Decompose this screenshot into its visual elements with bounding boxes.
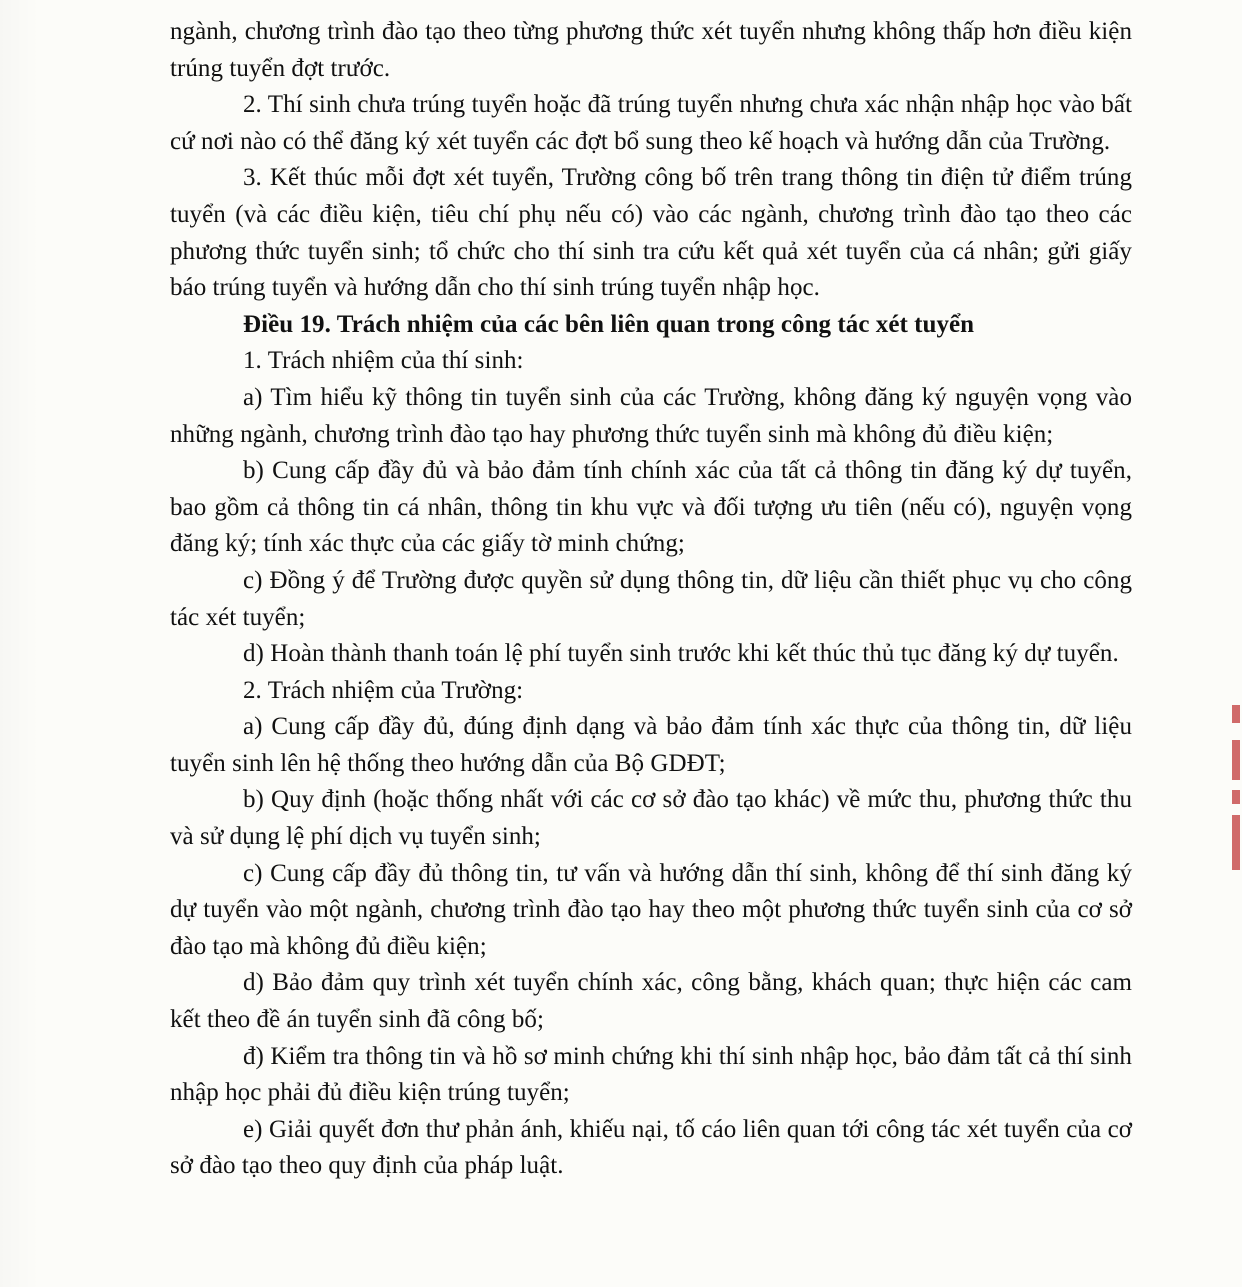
paragraph-continuation: ngành, chương trình đào tạo theo từng phương thức xét tuyển nhưng không thấp hơn điều kiện trúng tuyển đợt trước. (170, 18, 1132, 82)
candidate-item-c: c) Đồng ý để Trường được quyền sử dụng thông tin, dữ liệu cần thiết phục vụ cho công tác xét tuyển; (170, 566, 1132, 631)
school-item-dd: đ) Kiểm tra thông tin và hồ sơ minh chứng khi thí sinh nhập học, bảo đảm tất cả thí sinh nhập học phải đủ điều kiện trúng tuyển; (170, 1042, 1132, 1107)
scan-shadow (0, 0, 40, 1287)
document-body (170, 14, 1132, 1185)
candidate-item-b: b) Cung cấp đầy đủ và bảo đảm tính chính xác của tất cả thông tin đăng ký dự tuyển, bao gồm cả thông tin cá nhân, thông tin khu vực và đối tượng ưu tiên (nếu có), nguyện vọng đăng ký; tính xác thực của các giấy tờ minh chứng; (170, 457, 1132, 558)
school-item-a: a) Cung cấp đầy đủ, đúng định dạng và bảo đảm tính xác thực của thông tin, dữ liệu tuyển sinh lên hệ thống theo hướng dẫn của Bộ GDĐT; (170, 713, 1132, 777)
section-candidate-heading: 1. Trách nhiệm của thí sinh: (243, 347, 524, 375)
article-heading: Điều 19. Trách nhiệm của các bên liên quan trong công tác xét tuyển (243, 310, 975, 338)
school-item-b: b) Quy định (hoặc thống nhất với các cơ sở đào tạo khác) về mức thu, phương thức thu và sử dụng lệ phí dịch vụ tuyển sinh; (170, 786, 1132, 851)
school-item-d: d) Bảo đảm quy trình xét tuyển chính xác, công bằng, khách quan; thực hiện các cam kết theo đề án tuyển sinh đã công bố; (170, 969, 1132, 1034)
red-stamp-edge-2 (1232, 740, 1240, 780)
school-item-c: c) Cung cấp đầy đủ thông tin, tư vấn và hướng dẫn thí sinh, không để thí sinh đăng ký dự tuyển vào một ngành, chương trình đào tạo hay theo một phương thức tuyển sinh của cơ sở đào tạo mà không đủ điều kiện; (170, 859, 1132, 960)
paragraph-item-2: 2. Thí sinh chưa trúng tuyển hoặc đã trúng tuyển nhưng chưa xác nhận nhập học vào bất cứ nơi nào có thể đăng ký xét tuyển các đợt bổ sung theo kế hoạch và hướng dẫn của Trường. (170, 91, 1132, 155)
candidate-item-a: a) Tìm hiểu kỹ thông tin tuyển sinh của các Trường, không đăng ký nguyện vọng vào những ngành, chương trình đào tạo hay phương thức tuyển sinh mà không đủ điều kiện; (170, 383, 1132, 448)
section-school-heading: 2. Trách nhiệm của Trường: (243, 676, 524, 704)
school-item-e: e) Giải quyết đơn thư phản ánh, khiếu nại, tố cáo liên quan tới công tác xét tuyển của cơ sở đào tạo theo quy định của pháp luật. (170, 1115, 1132, 1180)
red-stamp-edge-1 (1232, 705, 1240, 723)
paragraph-item-3: 3. Kết thúc mỗi đợt xét tuyển, Trường công bố trên trang thông tin điện tử điểm trúng tuyển (và các điều kiện, tiêu chí phụ nếu có) vào các ngành, chương trình đào tạo theo các phương thức tuyển sinh; tổ chức cho thí sinh tra cứu kết quả xét tuyển của cá nhân; gửi giấy báo trúng tuyển và hướng dẫn cho thí sinh trúng tuyển nhập học. (170, 164, 1132, 302)
red-stamp-edge-4 (1232, 815, 1240, 870)
candidate-item-d: d) Hoàn thành thanh toán lệ phí tuyển sinh trước khi kết thúc thủ tục đăng ký dự tuyển. (243, 640, 1119, 668)
red-stamp-edge-3 (1232, 790, 1240, 804)
